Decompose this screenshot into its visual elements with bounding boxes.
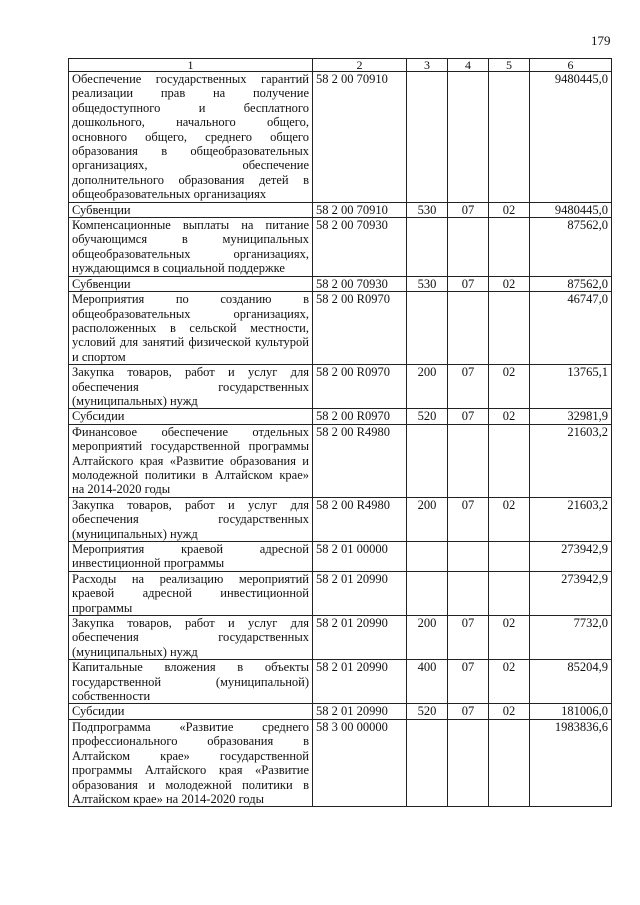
row-code-cell: 58 2 00 R4980 <box>313 497 407 541</box>
row-name-cell: Субвенции <box>69 202 313 217</box>
row-amount-cell: 85204,9 <box>530 660 612 704</box>
row-amount-cell: 7732,0 <box>530 616 612 660</box>
row-section-cell <box>448 72 489 203</box>
row-type-cell: 520 <box>407 409 448 424</box>
row-amount-cell: 87562,0 <box>530 276 612 291</box>
row-section-cell <box>448 424 489 497</box>
row-name-cell: Закупка товаров, работ и услуг для обеспечения государственных (муниципальных) нужд <box>69 616 313 660</box>
row-code-cell: 58 2 01 20990 <box>313 660 407 704</box>
row-name-cell: Субсидии <box>69 704 313 719</box>
row-section-cell: 07 <box>448 365 489 409</box>
row-type-cell <box>407 719 448 806</box>
table-row <box>69 276 612 291</box>
column-header: 3 <box>407 59 448 72</box>
row-amount-cell: 32981,9 <box>530 409 612 424</box>
table-row <box>69 424 612 497</box>
table-row <box>69 218 612 277</box>
row-amount-cell: 273942,9 <box>530 542 612 572</box>
row-name-cell: Субсидии <box>69 409 313 424</box>
row-code-cell: 58 3 00 00000 <box>313 719 407 806</box>
row-subsection-cell <box>489 292 530 365</box>
row-amount-cell: 21603,2 <box>530 497 612 541</box>
row-subsection-cell: 02 <box>489 497 530 541</box>
row-section-cell: 07 <box>448 660 489 704</box>
row-name-cell: Компенсационные выплаты на питание обучающимся в муниципальных общеобразовательных организациях, нуждающимся в социальной поддержке <box>69 218 313 277</box>
row-type-cell: 200 <box>407 616 448 660</box>
row-name-cell: Финансовое обеспечение отдельных мероприятий государственной программы Алтайского края «Развитие образования и молодежной политики в Алтайском крае» на 2014-2020 годы <box>69 424 313 497</box>
table-row <box>69 660 612 704</box>
column-header: 6 <box>530 59 612 72</box>
table-row <box>69 72 612 203</box>
row-name-cell: Мероприятия краевой адресной инвестиционной программы <box>69 542 313 572</box>
row-code-cell: 58 2 01 20990 <box>313 571 407 615</box>
row-amount-cell: 46747,0 <box>530 292 612 365</box>
row-amount-cell: 13765,1 <box>530 365 612 409</box>
row-type-cell <box>407 292 448 365</box>
header-row <box>69 59 612 72</box>
row-subsection-cell <box>489 542 530 572</box>
row-section-cell <box>448 542 489 572</box>
column-header: 4 <box>448 59 489 72</box>
row-subsection-cell: 02 <box>489 276 530 291</box>
row-section-cell: 07 <box>448 202 489 217</box>
row-type-cell: 530 <box>407 276 448 291</box>
row-section-cell: 07 <box>448 616 489 660</box>
row-type-cell: 400 <box>407 660 448 704</box>
row-subsection-cell <box>489 72 530 203</box>
column-header: 2 <box>313 59 407 72</box>
row-type-cell: 530 <box>407 202 448 217</box>
row-subsection-cell <box>489 719 530 806</box>
table-row <box>69 571 612 615</box>
row-amount-cell: 9480445,0 <box>530 72 612 203</box>
row-section-cell <box>448 218 489 277</box>
table-row <box>69 497 612 541</box>
row-type-cell: 200 <box>407 365 448 409</box>
row-code-cell: 58 2 00 R0970 <box>313 409 407 424</box>
row-name-cell: Закупка товаров, работ и услуг для обеспечения государственных (муниципальных) нужд <box>69 365 313 409</box>
row-name-cell: Субвенции <box>69 276 313 291</box>
table-body <box>69 72 612 807</box>
row-name-cell: Расходы на реализацию мероприятий краевой адресной инвестиционной программы <box>69 571 313 615</box>
row-type-cell <box>407 424 448 497</box>
table-row <box>69 292 612 365</box>
row-name-cell: Закупка товаров, работ и услуг для обеспечения государственных (муниципальных) нужд <box>69 497 313 541</box>
table-row <box>69 202 612 217</box>
row-name-cell: Капитальные вложения в объекты государственной (муниципальной) собственности <box>69 660 313 704</box>
row-subsection-cell: 02 <box>489 616 530 660</box>
row-section-cell <box>448 571 489 615</box>
row-code-cell: 58 2 00 70910 <box>313 202 407 217</box>
row-section-cell: 07 <box>448 704 489 719</box>
column-header: 1 <box>69 59 313 72</box>
row-code-cell: 58 2 00 R0970 <box>313 292 407 365</box>
row-amount-cell: 181006,0 <box>530 704 612 719</box>
row-section-cell: 07 <box>448 409 489 424</box>
row-name-cell: Обеспечение государственных гарантий реализации прав на получение общедоступного и бесплатного дошкольного, начального общего, основного общего, среднего общего образования в общеобразовательных организациях, обеспечение дополнительного образования детей в общеобразовательных организациях <box>69 72 313 203</box>
budget-table <box>68 58 612 807</box>
table-row <box>69 616 612 660</box>
column-header: 5 <box>489 59 530 72</box>
table-row <box>69 704 612 719</box>
row-amount-cell: 87562,0 <box>530 218 612 277</box>
row-subsection-cell: 02 <box>489 202 530 217</box>
row-code-cell: 58 2 01 20990 <box>313 616 407 660</box>
row-type-cell: 200 <box>407 497 448 541</box>
row-section-cell: 07 <box>448 276 489 291</box>
row-subsection-cell: 02 <box>489 365 530 409</box>
row-section-cell <box>448 292 489 365</box>
row-type-cell <box>407 542 448 572</box>
row-type-cell <box>407 72 448 203</box>
row-amount-cell: 1983836,6 <box>530 719 612 806</box>
row-subsection-cell: 02 <box>489 660 530 704</box>
row-code-cell: 58 2 01 00000 <box>313 542 407 572</box>
row-subsection-cell: 02 <box>489 409 530 424</box>
row-code-cell: 58 2 01 20990 <box>313 704 407 719</box>
row-amount-cell: 273942,9 <box>530 571 612 615</box>
row-type-cell <box>407 571 448 615</box>
row-amount-cell: 9480445,0 <box>530 202 612 217</box>
table-row <box>69 409 612 424</box>
row-code-cell: 58 2 00 70910 <box>313 72 407 203</box>
row-section-cell: 07 <box>448 497 489 541</box>
row-type-cell <box>407 218 448 277</box>
row-subsection-cell <box>489 424 530 497</box>
table-row <box>69 542 612 572</box>
row-subsection-cell <box>489 571 530 615</box>
row-type-cell: 520 <box>407 704 448 719</box>
row-subsection-cell: 02 <box>489 704 530 719</box>
row-name-cell: Мероприятия по созданию в общеобразовательных организациях, расположенных в сельской местности, условий для занятий физической культурой и спортом <box>69 292 313 365</box>
page-number: 179 <box>591 33 611 48</box>
row-code-cell: 58 2 00 R0970 <box>313 365 407 409</box>
row-code-cell: 58 2 00 70930 <box>313 218 407 277</box>
row-code-cell: 58 2 00 70930 <box>313 276 407 291</box>
row-name-cell: Подпрограмма «Развитие среднего профессионального образования в Алтайском крае» государственной программы Алтайского края «Развитие образования и молодежной политики в Алтайском крае» на 2014-2020 годы <box>69 719 313 806</box>
row-code-cell: 58 2 00 R4980 <box>313 424 407 497</box>
row-amount-cell: 21603,2 <box>530 424 612 497</box>
row-subsection-cell <box>489 218 530 277</box>
row-section-cell <box>448 719 489 806</box>
table-row <box>69 719 612 806</box>
table-row <box>69 365 612 409</box>
